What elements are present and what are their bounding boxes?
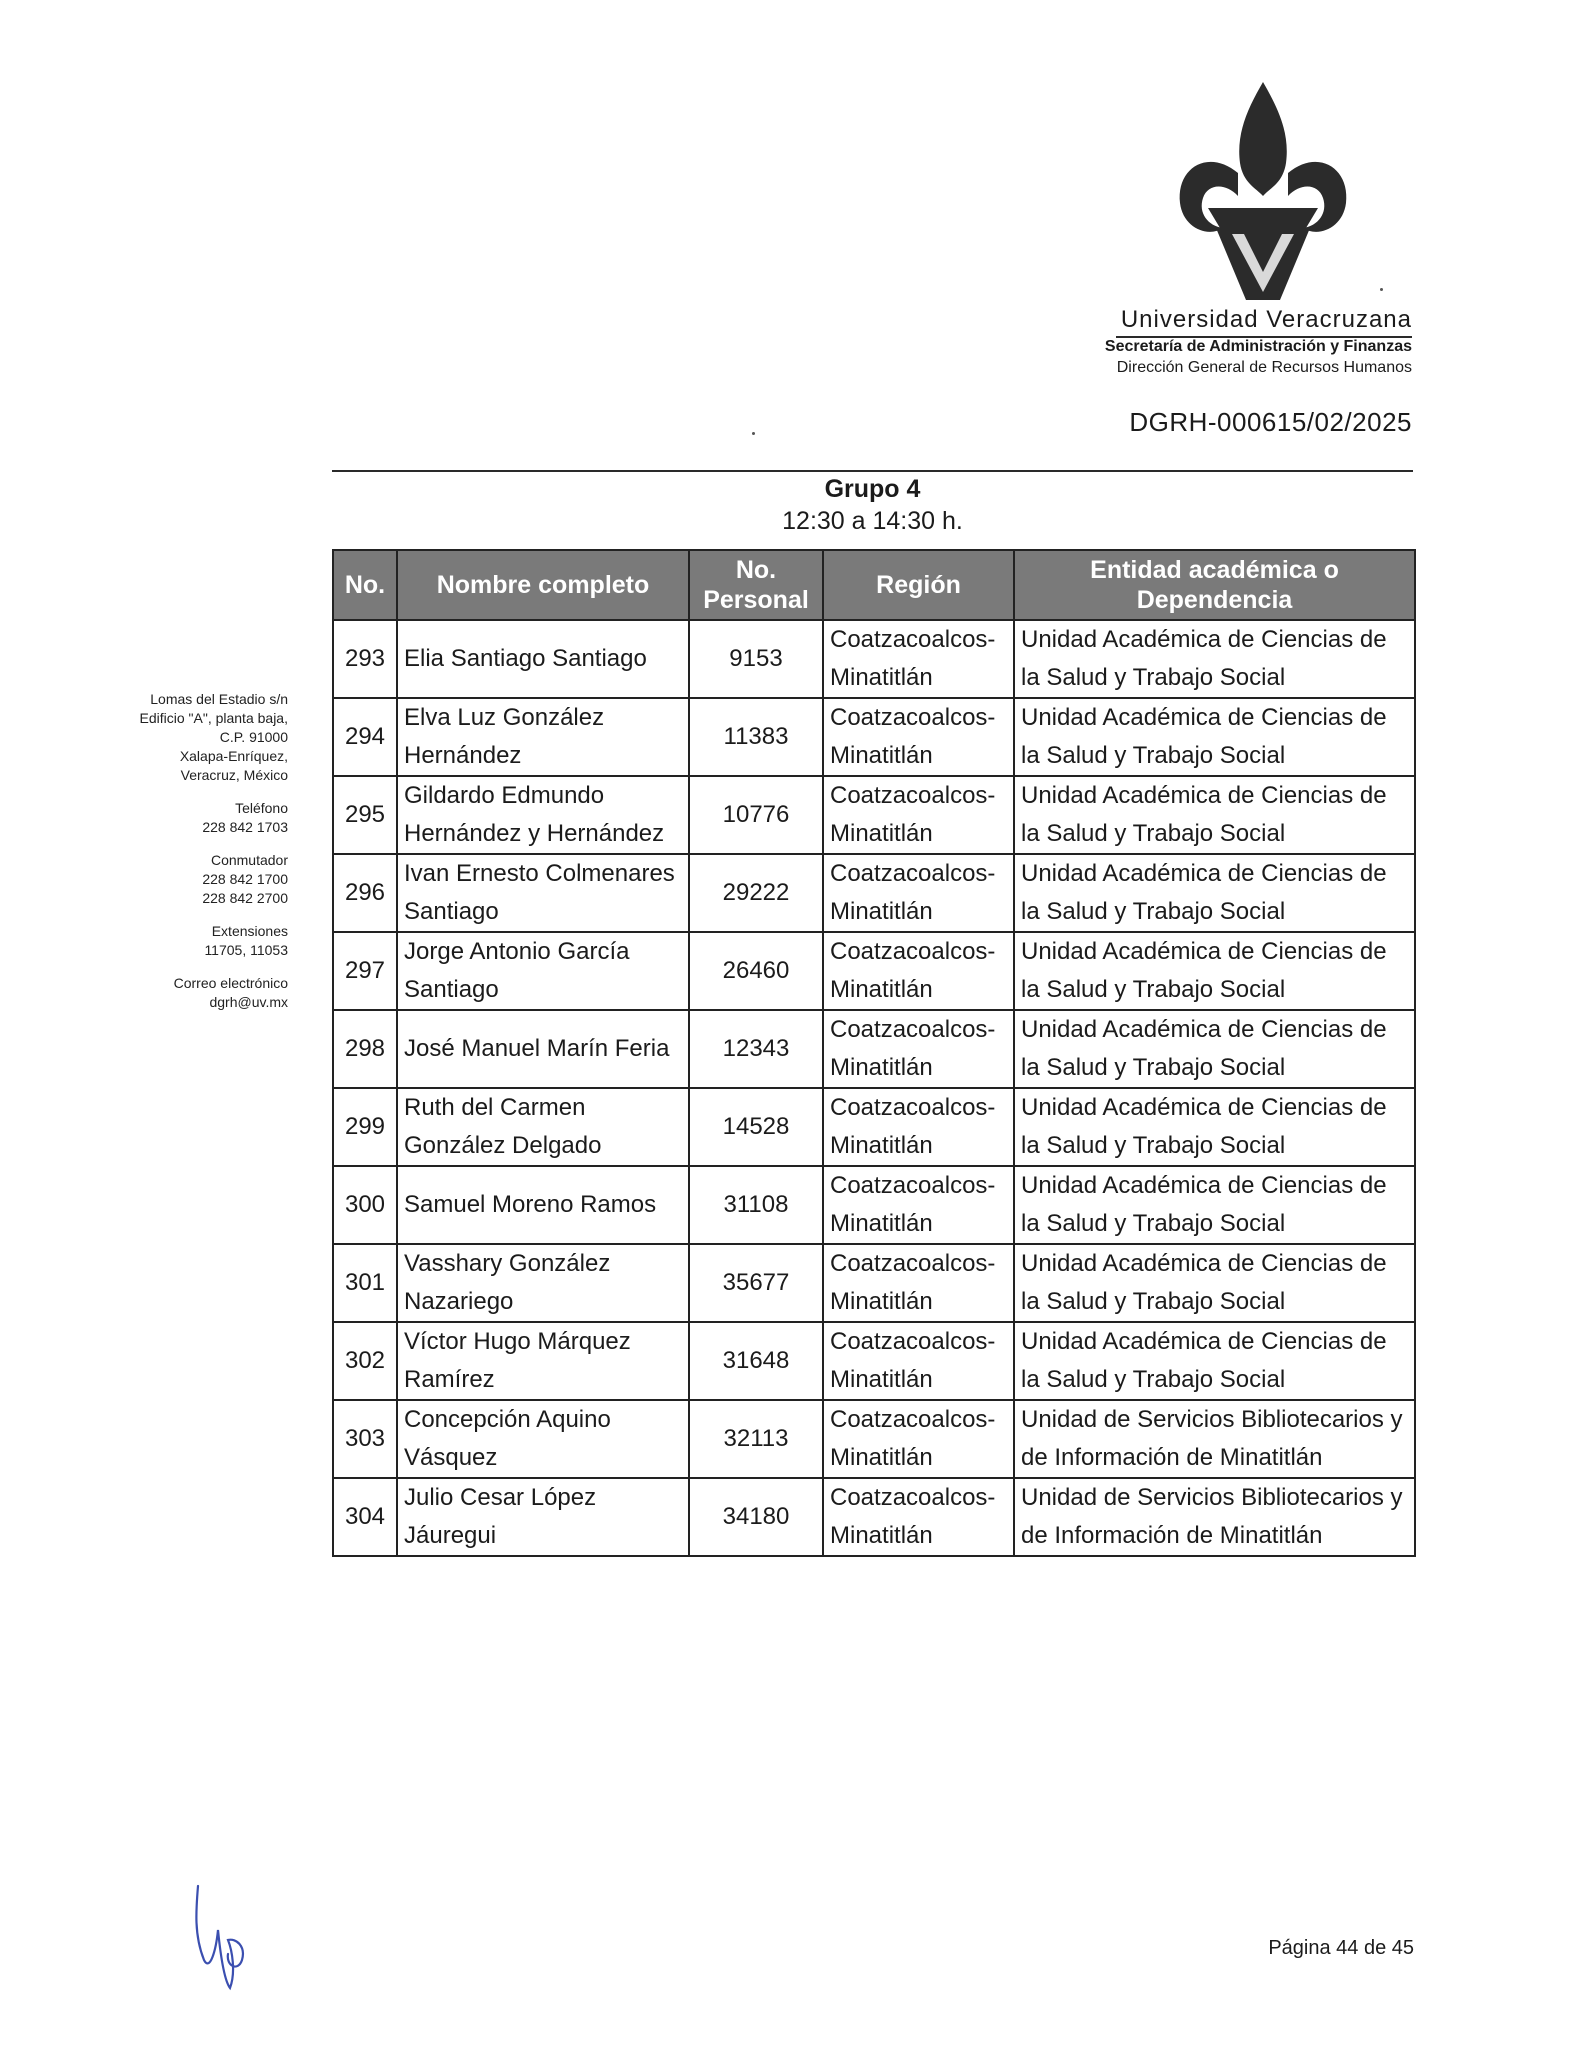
document-reference: DGRH-000615/02/2025 (1129, 407, 1412, 437)
cell-region: Coatzacoalcos-Minatitlán (823, 620, 1014, 698)
cell-name: Ivan Ernesto Colmenares Santiago (397, 854, 689, 932)
phone-block (104, 799, 288, 837)
cell-entity: Unidad de Servicios Bibliotecarios y de Información de Minatitlán (1014, 1478, 1415, 1556)
secretariat-name: Secretaría de Administración y Finanzas (1104, 338, 1412, 355)
handwritten-initials (180, 1880, 260, 2000)
table-row (333, 1166, 1415, 1244)
cell-no: 298 (333, 1010, 397, 1088)
cell-name: Vasshary González Nazariego (397, 1244, 689, 1322)
address-line: Xalapa-Enríquez, (179, 748, 288, 764)
cell-region: Coatzacoalcos-Minatitlán (823, 1478, 1014, 1556)
cell-entity: Unidad Académica de Ciencias de la Salud y Trabajo Social (1014, 854, 1415, 932)
table-header-row (333, 550, 1415, 620)
phone-label: Teléfono (235, 800, 288, 816)
cell-no: 296 (333, 854, 397, 932)
cell-entity: Unidad Académica de Ciencias de la Salud y Trabajo Social (1014, 698, 1415, 776)
cell-personal: 10776 (689, 776, 823, 854)
cell-region: Coatzacoalcos-Minatitlán (823, 1166, 1014, 1244)
cell-name: Gildardo Edmundo Hernández y Hernández (397, 776, 689, 854)
header-region: Región (823, 550, 1014, 620)
cell-entity: Unidad Académica de Ciencias de la Salud y Trabajo Social (1014, 1244, 1415, 1322)
university-logo-icon (1168, 78, 1358, 303)
address-line: Edificio "A", planta baja, (139, 710, 288, 726)
cell-entity: Unidad de Servicios Bibliotecarios y de Información de Minatitlán (1014, 1400, 1415, 1478)
address-line: C.P. 91000 (219, 729, 288, 745)
table-row (333, 932, 1415, 1010)
cell-name: Víctor Hugo Márquez Ramírez (397, 1322, 689, 1400)
table-row (333, 698, 1415, 776)
header-personal: No. Personal (689, 550, 823, 620)
switchboard-number: 228 842 1700 (202, 871, 288, 887)
cell-name: Julio Cesar López Jáuregui (397, 1478, 689, 1556)
cell-entity: Unidad Académica de Ciencias de la Salud y Trabajo Social (1014, 932, 1415, 1010)
extensions-block (104, 922, 288, 960)
table-row (333, 1244, 1415, 1322)
cell-entity: Unidad Académica de Ciencias de la Salud y Trabajo Social (1014, 620, 1415, 698)
cell-region: Coatzacoalcos-Minatitlán (823, 1010, 1014, 1088)
scan-speck (1380, 288, 1383, 291)
contact-sidebar (104, 690, 288, 1026)
group-time: 12:30 a 14:30 h. (782, 507, 963, 535)
cell-region: Coatzacoalcos-Minatitlán (823, 698, 1014, 776)
cell-no: 299 (333, 1088, 397, 1166)
cell-name: Concepción Aquino Vásquez (397, 1400, 689, 1478)
extensions-value: 11705, 11053 (204, 942, 288, 958)
cell-region: Coatzacoalcos-Minatitlán (823, 776, 1014, 854)
table-body (333, 620, 1415, 1556)
phone-number: 228 842 1703 (202, 819, 288, 835)
cell-no: 300 (333, 1166, 397, 1244)
cell-personal: 11383 (689, 698, 823, 776)
cell-no: 297 (333, 932, 397, 1010)
cell-no: 294 (333, 698, 397, 776)
address-line: Lomas del Estadio s/n (150, 691, 288, 707)
switchboard-block (104, 851, 288, 908)
cell-personal: 34180 (689, 1478, 823, 1556)
cell-region: Coatzacoalcos-Minatitlán (823, 932, 1014, 1010)
table-row (333, 1400, 1415, 1478)
cell-name: José Manuel Marín Feria (397, 1010, 689, 1088)
cell-region: Coatzacoalcos-Minatitlán (823, 1088, 1014, 1166)
cell-personal: 26460 (689, 932, 823, 1010)
cell-name: Samuel Moreno Ramos (397, 1166, 689, 1244)
cell-no: 295 (333, 776, 397, 854)
cell-name: Elia Santiago Santiago (397, 620, 689, 698)
cell-personal: 14528 (689, 1088, 823, 1166)
cell-no: 302 (333, 1322, 397, 1400)
cell-personal: 31648 (689, 1322, 823, 1400)
header-entity: Entidad académica o Dependencia (1014, 550, 1415, 620)
email-value: dgrh@uv.mx (209, 994, 288, 1010)
cell-personal: 32113 (689, 1400, 823, 1478)
cell-personal: 12343 (689, 1010, 823, 1088)
cell-entity: Unidad Académica de Ciencias de la Salud y Trabajo Social (1014, 1322, 1415, 1400)
cell-entity: Unidad Académica de Ciencias de la Salud y Trabajo Social (1014, 776, 1415, 854)
address-block (104, 690, 288, 785)
table-row (333, 1478, 1415, 1556)
cell-no: 293 (333, 620, 397, 698)
cell-personal: 9153 (689, 620, 823, 698)
scan-speck (752, 432, 755, 435)
address-line: Veracruz, México (180, 767, 288, 783)
cell-no: 303 (333, 1400, 397, 1478)
email-label: Correo electrónico (173, 975, 288, 991)
email-block (104, 974, 288, 1012)
cell-entity: Unidad Académica de Ciencias de la Salud y Trabajo Social (1014, 1088, 1415, 1166)
table-row (333, 1088, 1415, 1166)
page-number: Página 44 de 45 (1268, 1937, 1414, 1959)
cell-name: Elva Luz González Hernández (397, 698, 689, 776)
extensions-label: Extensiones (211, 923, 288, 939)
cell-region: Coatzacoalcos-Minatitlán (823, 854, 1014, 932)
table-row (333, 1322, 1415, 1400)
table-row (333, 1010, 1415, 1088)
cell-region: Coatzacoalcos-Minatitlán (823, 1244, 1014, 1322)
cell-region: Coatzacoalcos-Minatitlán (823, 1400, 1014, 1478)
switchboard-number: 228 842 2700 (202, 890, 288, 906)
table-row (333, 776, 1415, 854)
switchboard-label: Conmutador (210, 852, 288, 868)
group-title: Grupo 4 (824, 475, 921, 503)
cell-name: Jorge Antonio García Santiago (397, 932, 689, 1010)
header-no: No. (333, 550, 397, 620)
direction-name: Dirección General de Recursos Humanos (1116, 359, 1412, 376)
cell-entity: Unidad Académica de Ciencias de la Salud y Trabajo Social (1014, 1166, 1415, 1244)
cell-no: 301 (333, 1244, 397, 1322)
university-name: Universidad Veracruzana (1120, 306, 1412, 333)
cell-region: Coatzacoalcos-Minatitlán (823, 1322, 1014, 1400)
cell-no: 304 (333, 1478, 397, 1556)
content-top-rule (332, 470, 1413, 472)
table-row (333, 854, 1415, 932)
participants-table (332, 549, 1416, 1557)
cell-name: Ruth del Carmen González Delgado (397, 1088, 689, 1166)
cell-personal: 31108 (689, 1166, 823, 1244)
cell-personal: 29222 (689, 854, 823, 932)
cell-personal: 35677 (689, 1244, 823, 1322)
cell-entity: Unidad Académica de Ciencias de la Salud y Trabajo Social (1014, 1010, 1415, 1088)
header-name: Nombre completo (397, 550, 689, 620)
table-row (333, 620, 1415, 698)
